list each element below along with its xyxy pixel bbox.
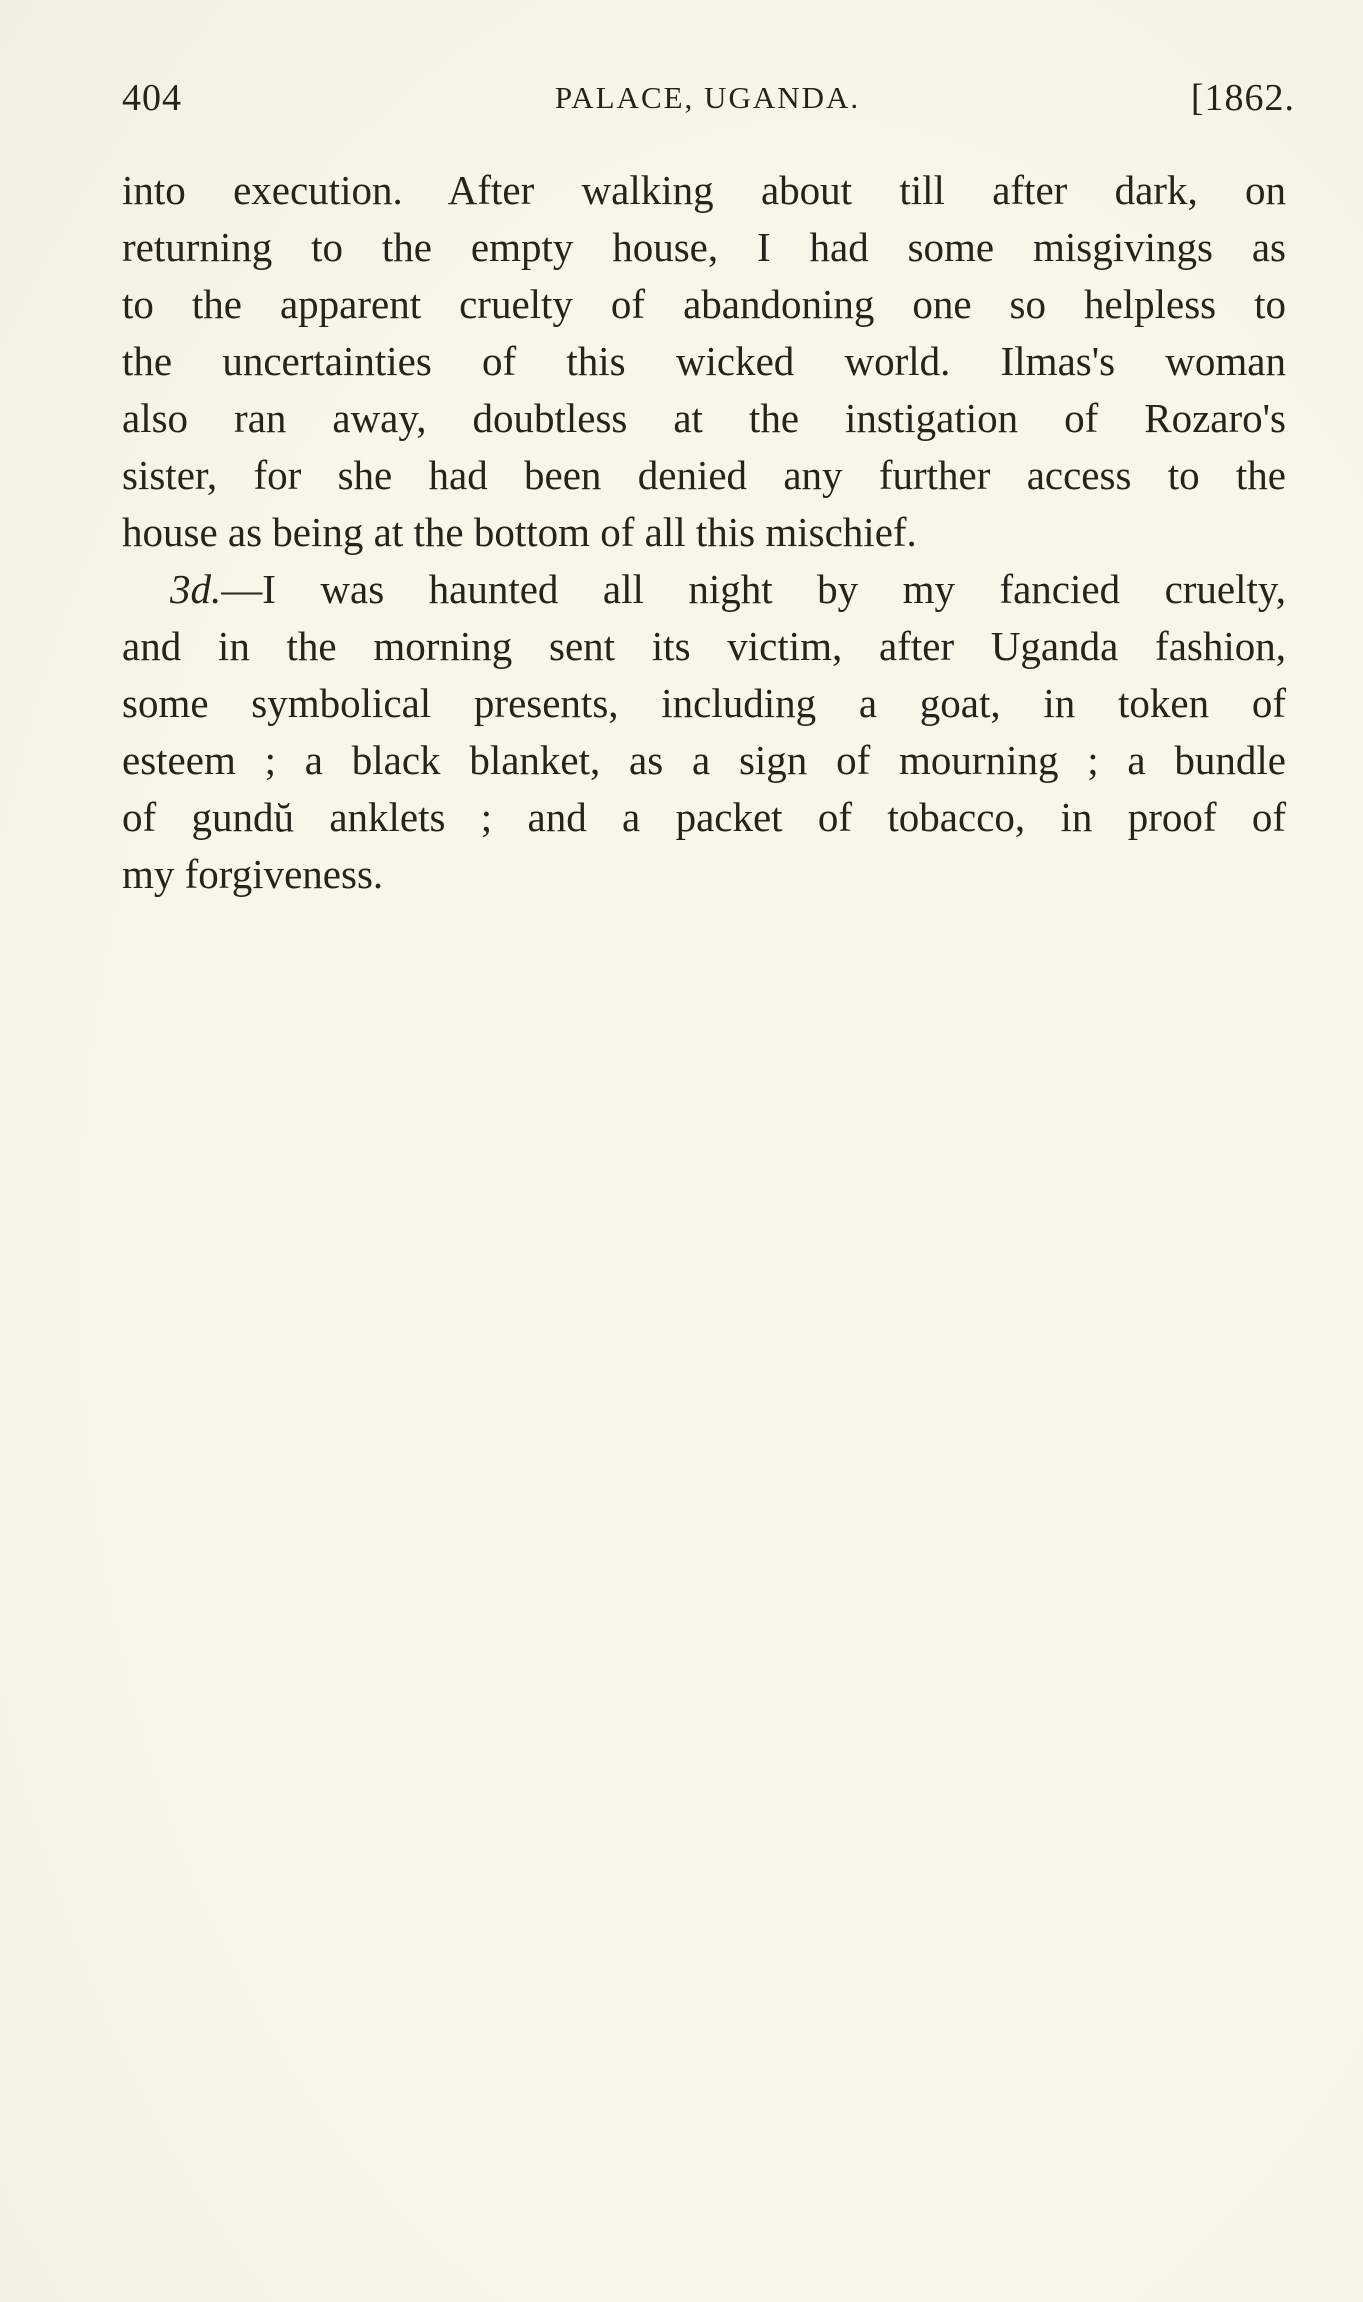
text-line: some symbolical presents, including a goat, in token of [122,680,1286,726]
running-year: [1862. [1190,77,1295,119]
text-line: my forgiveness. [122,851,384,897]
text-line: into execution. After walking about till after dark, on [122,167,1286,213]
date-marker: 3d. [170,566,222,612]
text-line: house as being at the bottom of all this mischief. [122,509,917,555]
page-number: 404 [122,77,182,119]
running-title: PALACE, UGANDA. [554,80,861,115]
text-line: the uncertainties of this wicked world. Ilmas's woman [122,338,1286,384]
body-text [122,162,1286,903]
running-head [120,76,1295,128]
text-line: to the apparent cruelty of abandoning one so helpless to [122,281,1286,327]
text-line: esteem ; a black blanket, as a sign of mourning ; a bundle [122,737,1286,783]
text-line: returning to the empty house, I had some misgivings as [122,224,1286,270]
paragraph-2 [122,561,1286,903]
text-line: sister, for she had been denied any further access to the [122,452,1286,498]
paragraph-1 [122,162,1286,561]
text-line: also ran away, doubtless at the instigation of Rozaro's [122,395,1286,441]
text-line: and in the morning sent its victim, after Uganda fashion, [122,623,1286,669]
text-segment: —I was haunted all night by my fancied cruelty, [221,566,1286,612]
text-line: of gundŭ anklets ; and a packet of tobacco, in proof of [122,794,1286,840]
text-line [122,561,1286,618]
